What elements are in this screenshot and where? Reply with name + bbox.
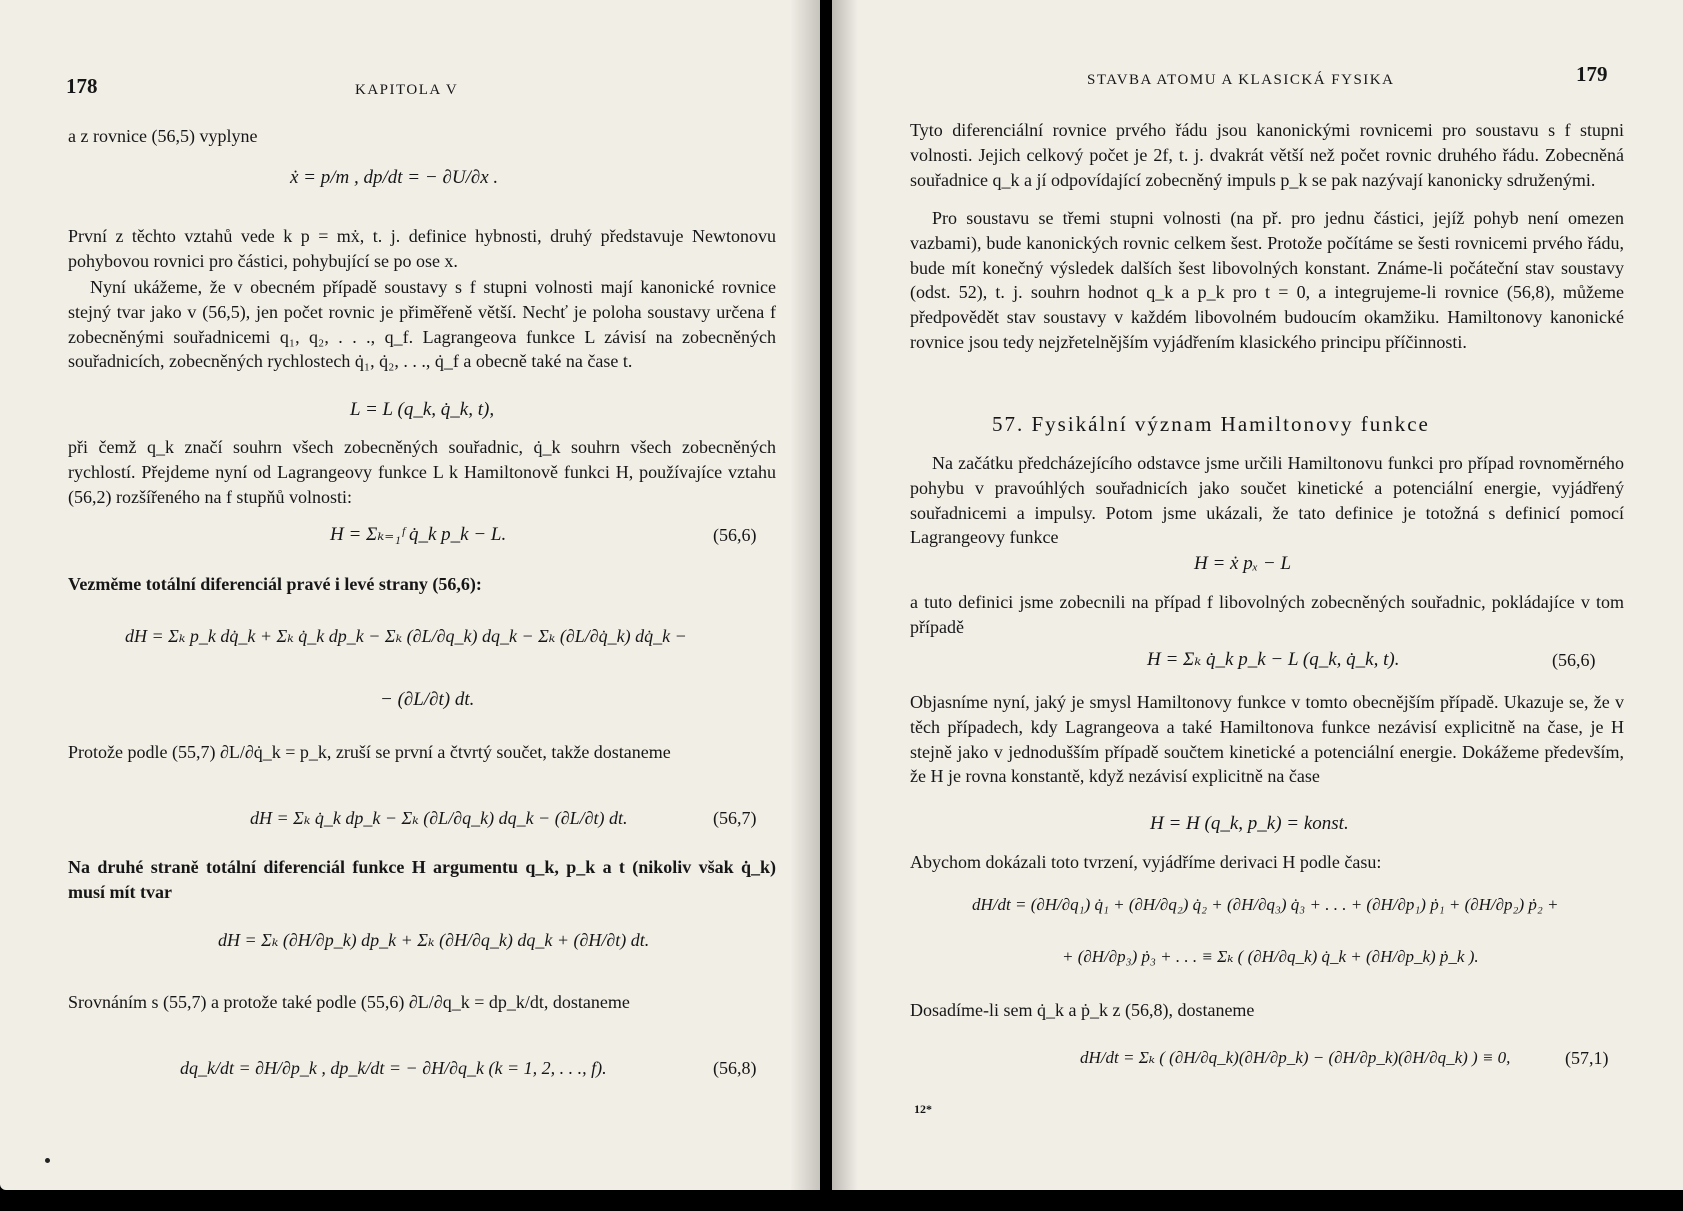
signature-mark: 12* [914, 1102, 932, 1116]
equation: H = Σₖ q̇_k p_k − L (q_k, q̇_k, t). [1147, 649, 1400, 670]
paragraph: a z rovnice (56,5) vyplyne [68, 126, 258, 146]
right-page [832, 0, 1683, 1190]
equation: dH = Σₖ p_k dq̇_k + Σₖ q̇_k dp_k − Σₖ (∂L/∂q_k) dq_k − Σₖ (∂L/∂q̇_k) dq̇_k − [125, 626, 687, 646]
equation: H = Σₖ₌₁ᶠ q̇_k p_k − L. [330, 524, 507, 545]
paragraph: Nyní ukážeme, že v obecném případě soustavy s f stupni volnosti mají kanonické rovnice stejný tvar jako v (56,5), jen počet rovnic je přiměřeně větší. Nechť je poloha soustavy určena f zobecněnými souřadnicemi q₁, q₂, . . ., q_f. Lagrangeova funkce L závisí na zobecněných souřadnicích, zobecněných rychlostech q̇₁, q̇₂, . . ., q̇_f a obecně také na čase t. [68, 277, 776, 372]
equation: dH = Σₖ (∂H/∂p_k) dp_k + Σₖ (∂H/∂q_k) dq_k + (∂H/∂t) dt. [218, 930, 650, 950]
page-number: 179 [1576, 62, 1608, 86]
gutter-shadow [790, 0, 820, 1190]
page-number: 178 [66, 74, 98, 98]
paragraph: Dosadíme-li sem q̇_k a ṗ_k z (56,8), dostaneme [910, 1000, 1255, 1020]
paragraph: Protože podle (55,7) ∂L/∂q̇_k = p_k, zruší se první a čtvrtý součet, takže dostaneme [68, 742, 671, 762]
equation: + (∂H/∂p₃) ṗ₃ + . . . ≡ Σₖ ( (∂H/∂q_k) q̇_k + (∂H/∂p_k) ṗ_k ). [1062, 947, 1479, 966]
equation: H = H (q_k, p_k) = konst. [1150, 813, 1349, 834]
paragraph: Pro soustavu se třemi stupni volnosti (na př. pro jednu částici, jejíž pohyb není omezen vazbami), bude kanonických rovnic celkem šest. Protože počítáme se šesti rovnicemi prvého řádu, bude mít konečný výsledek dalších šest libovolných konstant. Známe-li počáteční stav soustavy (odst. 52), t. j. souhrn hodnot q_k a p_k pro t = 0, a integrujeme-li rovnice (56,8), můžeme předpovědět stav soustavy v každém libovolném budoucím okamžiku. Hamiltonovy kanonické rovnice jsou tedy nejzřetelnějším vyjádřením klasického principu příčinnosti. [910, 208, 1624, 352]
paragraph: Srovnáním s (55,7) a protože také podle (55,6) ∂L/∂q_k = dp_k/dt, dostaneme [68, 992, 630, 1012]
paragraph: při čemž q_k značí souhrn všech zobecněných souřadnic, q̇_k souhrn všech zobecněných rychlostí. Přejdeme nyní od Lagrangeovy funkce L k Hamiltonově funkci H, používajíce vztahu (56,2) rozšířeného na f stupňů volnosti: [68, 437, 776, 507]
paragraph: Na druhé straně totální diferenciál funkce H argumentu q_k, p_k a t (nikoliv však q̇_k) musí mít tvar [68, 857, 776, 902]
equation-number: (57,1) [1565, 1048, 1609, 1068]
equation: ẋ = p/m , dp/dt = − ∂U/∂x . [290, 167, 499, 188]
paragraph: Na začátku předcházejícího odstavce jsme určili Hamiltonovu funkci pro případ rovnoměrného pohybu v pravoúhlých souřadnicích jako součet kinetické a potenciální energie, vyjádřený souřadnicemi a impulsy. Potom jsme ukázali, že tato definice je totožná s definicí pomocí Lagrangeovy funkce [910, 453, 1624, 548]
equation-number: (56,7) [713, 808, 757, 828]
equation: dH/dt = (∂H/∂q₁) q̇₁ + (∂H/∂q₂) q̇₂ + (∂H/∂q₃) q̇₃ + . . . + (∂H/∂p₁) ṗ₁ + (∂H/∂p₂) ṗ₂ + [972, 895, 1559, 914]
running-head: KAPITOLA V [355, 82, 459, 98]
paragraph: Tyto diferenciální rovnice prvého řádu jsou kanonickými rovnicemi pro soustavu s f stupni volnosti. Jejich celkový počet je 2f, t. j. dvakrát větší než počet rovnic druhého řádu. Zobecněná souřadnice q_k a jí odpovídající zobecněný impuls p_k se pak nazývají kanonicky sdruženými. [910, 120, 1624, 190]
paragraph: a tuto definici jsme zobecnili na případ f libovolných zobecněných souřadnic, pokládajíce v tom případě [910, 592, 1624, 637]
paragraph: První z těchto vztahů vede k p = mẋ, t. j. definice hybnosti, druhý představuje Newtonovu pohybovou rovnici pro částici, pohybující se po ose x. [68, 226, 776, 271]
paragraph: Abychom dokázali toto tvrzení, vyjádříme derivaci H podle času: [910, 852, 1382, 872]
paragraph: Objasníme nyní, jaký je smysl Hamiltonovy funkce v tomto obecnějším případě. Ukazuje se, že v těch případech, kdy Lagrangeova a také Hamiltonova funkce nezávisí explicitně na čase, je H stejně jako v jednodušším případě součtem kinetické a potenciální energie. Dokážeme především, že H je rovna konstantě, když nezávisí explicitně na čase [910, 692, 1624, 787]
equation-number: (56,6) [713, 525, 757, 545]
equation-number: (56,8) [713, 1058, 757, 1078]
equation: H = ẋ pₓ − L [1194, 553, 1292, 574]
left-page [0, 0, 820, 1190]
ink-speck [45, 1158, 50, 1163]
section-heading: 57. Fysikální význam Hamiltonovy funkce [992, 412, 1430, 436]
paragraph: Vezměme totální diferenciál pravé i levé strany (56,6): [68, 574, 482, 594]
equation-number: (56,6) [1552, 650, 1596, 670]
equation: dq_k/dt = ∂H/∂p_k , dp_k/dt = − ∂H/∂q_k (k = 1, 2, . . ., f). [180, 1058, 607, 1078]
equation: − (∂L/∂t) dt. [380, 689, 475, 710]
equation: L = L (q_k, q̇_k, t), [350, 399, 495, 420]
equation: dH/dt = Σₖ ( (∂H/∂q_k)(∂H/∂p_k) − (∂H/∂p_k)(∂H/∂q_k) ) ≡ 0, [1080, 1048, 1511, 1067]
gutter-shadow [832, 0, 858, 1190]
running-head: STAVBA ATOMU A KLASICKÁ FYSIKA [1087, 72, 1395, 88]
equation: dH = Σₖ q̇_k dp_k − Σₖ (∂L/∂q_k) dq_k − (∂L/∂t) dt. [250, 808, 628, 828]
